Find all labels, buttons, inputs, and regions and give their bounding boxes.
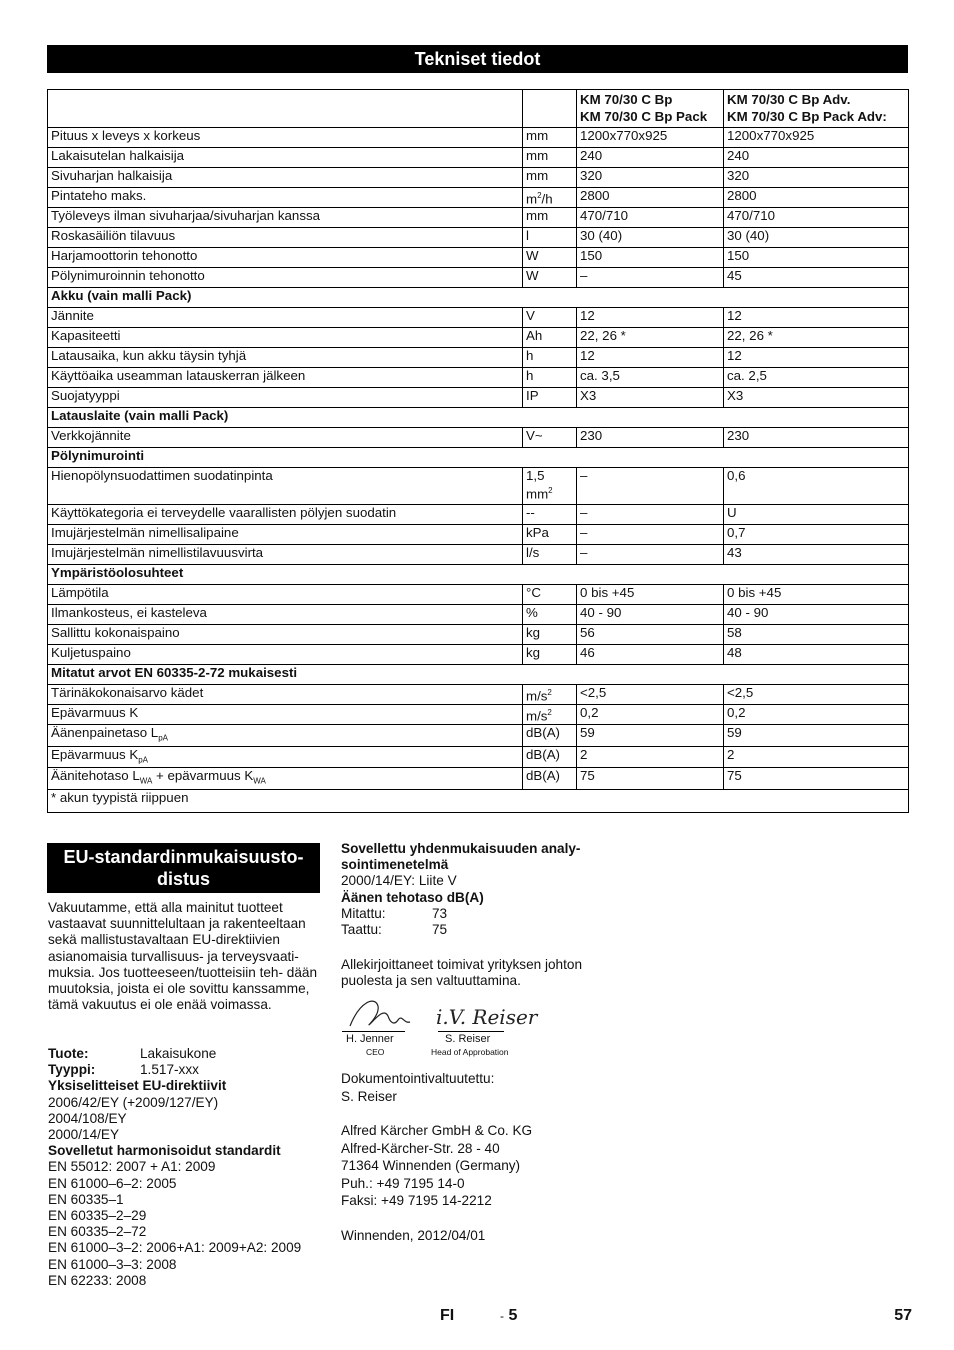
row-value-model-2: 43 xyxy=(724,545,909,565)
table-row xyxy=(48,368,909,388)
signature-images xyxy=(340,996,538,1036)
section-heading: Akku (vain malli Pack) xyxy=(48,288,909,308)
method-value: 2000/14/EY: Liite V xyxy=(341,873,457,889)
row-unit: % xyxy=(523,605,577,625)
directives-heading: Yksiselitteiset EU-direktiivit xyxy=(48,1078,227,1094)
table-row xyxy=(48,585,909,605)
table-row xyxy=(48,308,909,328)
row-value-model-1: 30 (40) xyxy=(577,228,724,248)
row-unit: W xyxy=(523,268,577,288)
list-item: EN 62233: 2008 xyxy=(48,1272,147,1288)
row-unit: $m/s^2$ xyxy=(523,705,577,725)
place-date: Winnenden, 2012/04/01 xyxy=(341,1228,486,1243)
table-row xyxy=(48,328,909,348)
row-label: Epävarmuus $K_{pA}$ xyxy=(48,746,523,768)
row-value-model-2: 75 xyxy=(724,768,909,790)
row-unit: kg xyxy=(523,645,577,665)
row-label: Hienopölynsuodattimen suodatinpinta xyxy=(48,468,523,505)
row-value-model-2: 58 xyxy=(724,625,909,645)
section-heading: Ympäristöolosuhteet xyxy=(48,565,909,585)
model-header-1: KM 70/30 C Bp KM 70/30 C Bp Pack xyxy=(577,90,724,128)
table-row xyxy=(48,625,909,645)
product-label: Tuote: xyxy=(48,1046,89,1061)
product-info xyxy=(48,1046,328,1289)
row-value-model-1: – xyxy=(577,545,724,565)
table-row xyxy=(48,208,909,228)
row-value-model-2: 320 xyxy=(724,168,909,188)
row-label: Latausaika, kun akku täysin tyhjä xyxy=(48,348,523,368)
table-row xyxy=(48,388,909,408)
row-value-model-2: 1200x770x925 xyxy=(724,128,909,148)
table-row xyxy=(48,505,909,525)
row-value-model-2: 0,7 xyxy=(724,525,909,545)
row-unit: kg xyxy=(523,625,577,645)
section-heading: Latauslaite (vain malli Pack) xyxy=(48,408,909,428)
row-label: Epävarmuus K xyxy=(48,705,523,725)
table-header-row xyxy=(48,90,909,128)
row-value-model-1: 230 xyxy=(577,428,724,448)
row-label: Harjamoottorin tehonotto xyxy=(48,248,523,268)
row-value-model-1: 22, 26 * xyxy=(577,328,724,348)
row-unit: mm xyxy=(523,128,577,148)
declaration-body: Vakuutamme, että alla mainitut tuotteet vastaavat suunnittelultaan ja rakenteeltaan sekä mallistustavaltaan EU-direktiivien asianomaisia turvallisuus- ja terveysvaati- muksia. Jos tuotteeseen/tuotteisiin teh- dään muutoksia, joista ei ole sovittu kanssamme, tämä vakuutus ei ole enää voimassa. xyxy=(48,900,318,1013)
row-value-model-2: <2,5 xyxy=(724,685,909,705)
signature-jenner xyxy=(350,1001,410,1026)
row-value-model-1: – xyxy=(577,525,724,545)
doc-authority xyxy=(341,1070,494,1105)
table-row xyxy=(48,768,909,790)
type-value: 1.517-xxx xyxy=(140,1062,199,1078)
row-unit: mm xyxy=(523,148,577,168)
table-row xyxy=(48,188,909,208)
row-label: Pintateho maks. xyxy=(48,188,523,208)
row-label: Äänenpainetaso $L_{pA}$ xyxy=(48,725,523,747)
type-label: Tyyppi: xyxy=(48,1062,96,1078)
list-item: Alfred Kärcher GmbH & Co. KG xyxy=(341,1123,533,1138)
row-unit: W xyxy=(523,248,577,268)
signatories-note: Allekirjoittaneet toimivat yrityksen johton puolesta ja sen valtuuttamina. xyxy=(341,957,583,989)
table-row xyxy=(48,268,909,288)
measured-value: 73 xyxy=(432,905,448,921)
row-value-model-2: 150 xyxy=(724,248,909,268)
company-address xyxy=(341,1122,532,1210)
row-value-model-1: 46 xyxy=(577,645,724,665)
table-row xyxy=(48,128,909,148)
table-row xyxy=(48,148,909,168)
row-unit: 1,5 $mm^2$ xyxy=(523,468,577,505)
row-label: Pituus x leveys x korkeus xyxy=(48,128,523,148)
guaranteed-label: Taattu: xyxy=(341,922,382,938)
table-row xyxy=(48,685,909,705)
row-label: Lämpötila xyxy=(48,585,523,605)
row-value-model-2: 40 - 90 xyxy=(724,605,909,625)
table-row xyxy=(48,746,909,768)
row-label: Äänitehotaso $L_{WA}$ + epävarmuus $K_{WA}$ xyxy=(48,768,523,790)
row-value-model-2: 2800 xyxy=(724,188,909,208)
row-value-model-1: – xyxy=(577,505,724,525)
sig-line-1 xyxy=(342,1031,405,1032)
signatory-1-name: H. Jenner xyxy=(346,1033,394,1045)
list-item: EN 61000–6–2: 2005 xyxy=(48,1175,177,1191)
signatory-2-role: Head of Approbation xyxy=(431,1047,509,1057)
row-unit: dB(A) xyxy=(523,746,577,768)
list-item: EN 60335–1 xyxy=(48,1191,124,1207)
row-value-model-2: 12 xyxy=(724,348,909,368)
list-item: 2000/14/EY xyxy=(48,1127,120,1143)
table-row xyxy=(48,168,909,188)
row-value-model-2: U xyxy=(724,505,909,525)
row-unit: l xyxy=(523,228,577,248)
list-item: 2006/42/EY (+2009/127/EY) xyxy=(48,1094,219,1110)
table-section-row xyxy=(48,448,909,468)
doc-name: S. Reiser xyxy=(341,1088,397,1104)
model-header-2: KM 70/30 C Bp Adv. KM 70/30 C Bp Pack Adv: xyxy=(724,90,909,128)
row-value-model-1: <2,5 xyxy=(577,685,724,705)
row-value-model-2: 470/710 xyxy=(724,208,909,228)
row-value-model-1: 150 xyxy=(577,248,724,268)
row-label: Jännite xyxy=(48,308,523,328)
row-unit: h xyxy=(523,348,577,368)
row-label: Työleveys ilman sivuharjaa/sivuharjan kanssa xyxy=(48,208,523,228)
row-label: Ilmankosteus, ei kasteleva xyxy=(48,605,523,625)
row-value-model-2: X3 xyxy=(724,388,909,408)
row-unit: -- xyxy=(523,505,577,525)
row-value-model-1: 1200x770x925 xyxy=(577,128,724,148)
signature-reiser: i.V. Reiser xyxy=(436,1005,538,1029)
row-value-model-2: 0,2 xyxy=(724,705,909,725)
list-item: Faksi: +49 7195 14-2212 xyxy=(341,1193,492,1209)
row-unit: mm xyxy=(523,168,577,188)
row-value-model-2: 0,6 xyxy=(724,468,909,505)
row-value-model-2: 2 xyxy=(724,746,909,768)
signatory-1-role: CEO xyxy=(366,1047,385,1057)
row-value-model-1: – xyxy=(577,268,724,288)
row-value-model-2: ca. 2,5 xyxy=(724,368,909,388)
row-unit: $m^2/h$ xyxy=(523,188,577,208)
row-value-model-1: 75 xyxy=(577,768,724,790)
table-row xyxy=(48,705,909,725)
list-item: Puh.: +49 7195 14-0 xyxy=(341,1175,465,1191)
row-unit: IP xyxy=(523,388,577,408)
row-value-model-2: 48 xyxy=(724,645,909,665)
row-label: Käyttökategoria ei terveydelle vaarallisten pölyjen suodatin xyxy=(48,505,523,525)
list-item: EN 60335–2–72 xyxy=(48,1224,147,1240)
row-unit: °C xyxy=(523,585,577,605)
row-value-model-2: 0 bis +45 xyxy=(724,585,909,605)
row-label: Sallittu kokonaispaino xyxy=(48,625,523,645)
row-unit: l/s xyxy=(523,545,577,565)
standards-list xyxy=(48,1159,328,1289)
row-value-model-1: ca. 3,5 xyxy=(577,368,724,388)
table-row xyxy=(48,525,909,545)
row-value-model-1: 56 xyxy=(577,625,724,645)
list-item: EN 61000–3–3: 2008 xyxy=(48,1256,177,1272)
row-value-model-2: 230 xyxy=(724,428,909,448)
table-section-row xyxy=(48,408,909,428)
row-label: Pölynimuroinnin tehonotto xyxy=(48,268,523,288)
row-unit: h xyxy=(523,368,577,388)
row-value-model-1: 12 xyxy=(577,348,724,368)
row-value-model-2: 240 xyxy=(724,148,909,168)
row-label: Suojatyyppi xyxy=(48,388,523,408)
row-unit: kPa xyxy=(523,525,577,545)
list-item: 71364 Winnenden (Germany) xyxy=(341,1158,521,1174)
footer-page-number: 57 xyxy=(894,1307,912,1324)
row-value-model-1: 2 xyxy=(577,746,724,768)
row-value-model-1: – xyxy=(577,468,724,505)
row-value-model-2: 59 xyxy=(724,725,909,747)
table-row xyxy=(48,468,909,505)
row-value-model-2: 45 xyxy=(724,268,909,288)
row-value-model-1: 12 xyxy=(577,308,724,328)
list-item: EN 61000–3–2: 2006+A1: 2009+A2: 2009 xyxy=(48,1240,302,1256)
table-row xyxy=(48,725,909,747)
table-row xyxy=(48,228,909,248)
doc-label: Dokumentointivaltuutettu: xyxy=(341,1071,495,1086)
row-value-model-1: 320 xyxy=(577,168,724,188)
table-footnote-row xyxy=(48,789,909,812)
row-label: Kapasiteetti xyxy=(48,328,523,348)
table-row xyxy=(48,605,909,625)
row-label: Kuljetuspaino xyxy=(48,645,523,665)
spec-table xyxy=(47,89,909,813)
table-section-row xyxy=(48,288,909,308)
row-value-model-1: 2800 xyxy=(577,188,724,208)
sound-heading: Äänen tehotaso dB(A) xyxy=(341,889,484,905)
row-label: Roskasäiliön tilavuus xyxy=(48,228,523,248)
directives-list xyxy=(48,1095,328,1144)
row-value-model-2: 22, 26 * xyxy=(724,328,909,348)
row-value-model-1: X3 xyxy=(577,388,724,408)
table-row xyxy=(48,428,909,448)
section-title: Tekniset tiedot xyxy=(47,45,908,73)
footer-language: FI xyxy=(440,1307,455,1324)
guaranteed-value: 75 xyxy=(432,922,448,938)
signatory-2-name: S. Reiser xyxy=(445,1033,491,1045)
table-row xyxy=(48,645,909,665)
table-footnote: * akun tyypistä riippuen xyxy=(48,789,909,812)
sig-line-2 xyxy=(438,1031,504,1032)
row-unit: dB(A) xyxy=(523,725,577,747)
row-value-model-2: 12 xyxy=(724,308,909,328)
table-row xyxy=(48,248,909,268)
method-heading: Sovellettu yhdenmukaisuuden analy- sointimenetelmä xyxy=(341,841,581,873)
row-value-model-1: 240 xyxy=(577,148,724,168)
footer-page-ref: - 5 xyxy=(500,1307,518,1324)
row-label: Verkkojännite xyxy=(48,428,523,448)
row-value-model-1: 0 bis +45 xyxy=(577,585,724,605)
row-unit: dB(A) xyxy=(523,768,577,790)
table-section-row xyxy=(48,665,909,685)
list-item: EN 55012: 2007 + A1: 2009 xyxy=(48,1159,216,1175)
standards-heading: Sovelletut harmonisoidut standardit xyxy=(48,1143,281,1159)
row-unit: V xyxy=(523,308,577,328)
list-item: 2004/108/EY xyxy=(48,1110,127,1126)
row-label: Sivuharjan halkaisija xyxy=(48,168,523,188)
row-label: Käyttöaika useamman latauskerran jälkeen xyxy=(48,368,523,388)
eu-declaration-title: EU-standardinmukaisuusto- distus xyxy=(47,843,320,893)
table-section-row xyxy=(48,565,909,585)
row-value-model-1: 470/710 xyxy=(577,208,724,228)
row-unit: mm xyxy=(523,208,577,228)
conformity-info xyxy=(341,841,611,990)
table-row xyxy=(48,545,909,565)
list-item: EN 60335–2–29 xyxy=(48,1208,147,1224)
list-item: Alfred-Kärcher-Str. 28 - 40 xyxy=(341,1140,500,1156)
row-unit: V~ xyxy=(523,428,577,448)
row-value-model-1: 0,2 xyxy=(577,705,724,725)
row-value-model-2: 30 (40) xyxy=(724,228,909,248)
row-unit: Ah xyxy=(523,328,577,348)
row-label: Imujärjestelmän nimellisalipaine xyxy=(48,525,523,545)
measured-label: Mitattu: xyxy=(341,905,386,921)
row-unit: $m/s^2$ xyxy=(523,685,577,705)
section-heading: Mitatut arvot EN 60335-2-72 mukaisesti xyxy=(48,665,909,685)
table-row xyxy=(48,348,909,368)
product-value: Lakaisukone xyxy=(140,1046,217,1061)
row-value-model-1: 40 - 90 xyxy=(577,605,724,625)
section-heading: Pölynimurointi xyxy=(48,448,909,468)
row-label: Lakaisutelan halkaisija xyxy=(48,148,523,168)
row-value-model-1: 59 xyxy=(577,725,724,747)
row-label: Imujärjestelmän nimellistilavuusvirta xyxy=(48,545,523,565)
row-label: Tärinäkokonaisarvo kädet xyxy=(48,685,523,705)
